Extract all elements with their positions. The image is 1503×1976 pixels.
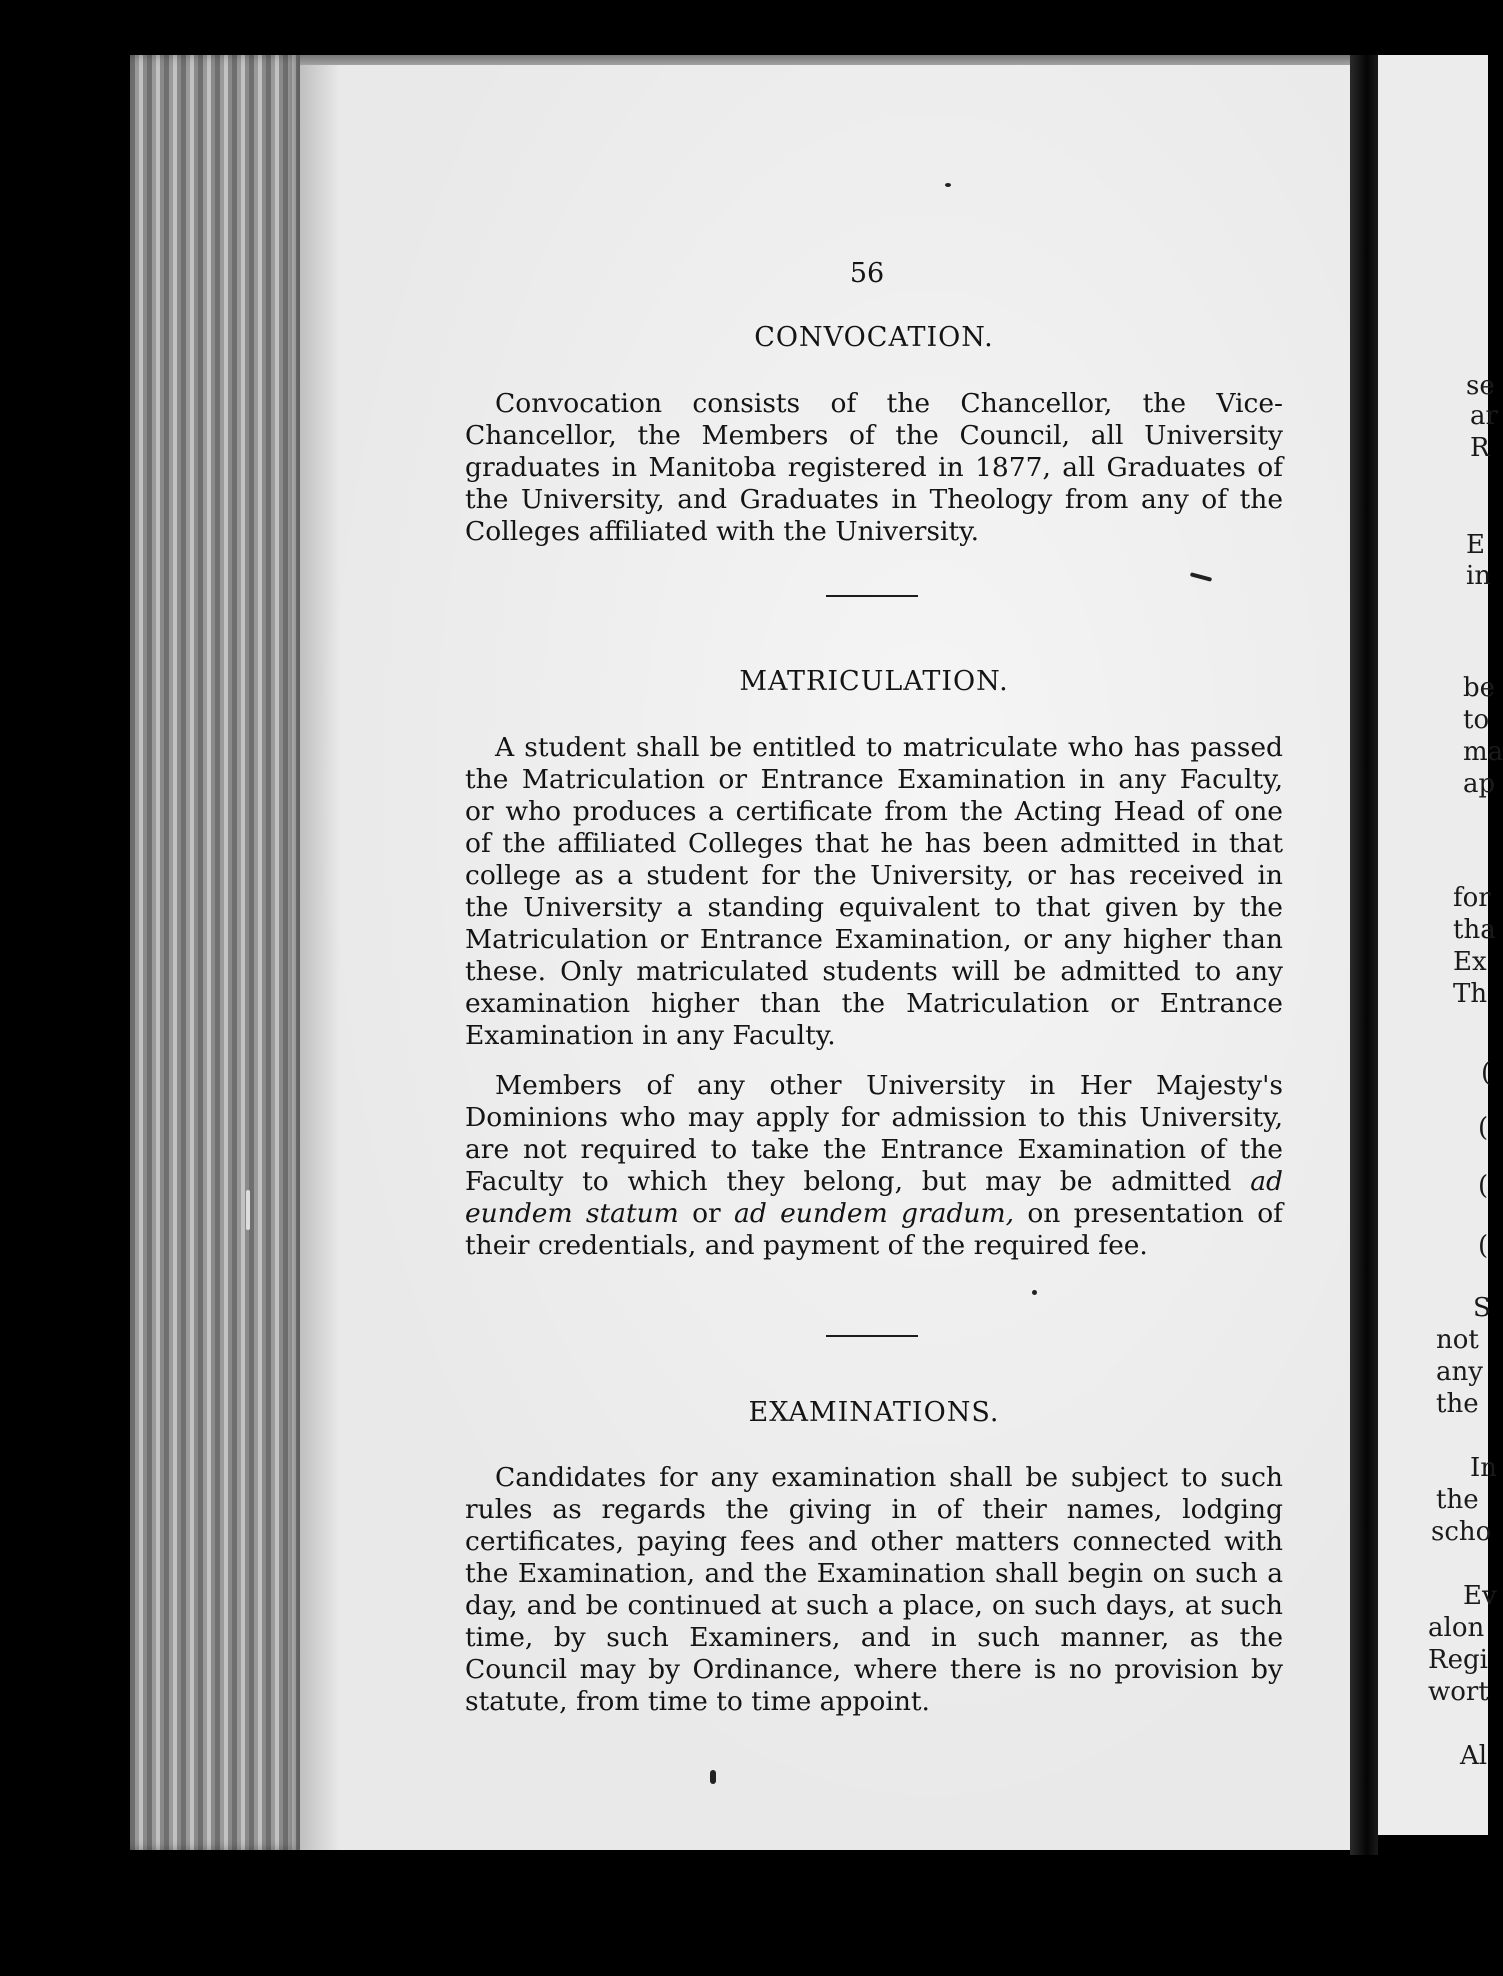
facing-fragment: ap	[1463, 769, 1496, 799]
facing-fragment: scho	[1431, 1517, 1492, 1547]
paragraph: A student shall be entitled to matriculate who has passed the Matriculation or Entrance Examination in any Faculty, or who produces a certificate from the Acting Head of one of the affiliated Colleges that he has been admitted in that college as a student for the University, or has received in the University a standing equivalent to that given by the Matriculation or Entrance Examination, or any higher than these. Only matriculated students will be admitted to any examination higher than the Matriculation or Entrance Examination in any Faculty.	[465, 732, 1283, 1051]
facing-fragment: the	[1436, 1485, 1479, 1515]
facing-fragment: S	[1473, 1293, 1491, 1323]
paragraph: Convocation consists of the Chancellor, the Vice-Chancellor, the Members of the Council, all University graduates in Manitoba registered in 1877, all Graduates of the University, and Graduates in Theology from any of the Colleges affiliated with the University.	[465, 388, 1283, 547]
convocation-body	[465, 388, 1283, 548]
section-divider	[826, 1335, 918, 1337]
facing-fragment: (	[1478, 1231, 1489, 1261]
facing-fragment: ar	[1470, 401, 1498, 431]
scan-speck	[945, 183, 951, 187]
section-divider	[826, 595, 918, 597]
facing-fragment: Ev	[1463, 1581, 1497, 1611]
facing-fragment: Th	[1453, 979, 1488, 1009]
facing-fragment: se	[1466, 371, 1495, 401]
latin-phrase: ad eundem gradum,	[734, 1198, 1015, 1229]
scan-speck	[246, 1190, 250, 1230]
text-span: Members of any other University in Her Majesty's Dominions who may apply for admission to this University, are not required to take the Entrance Examination of the Faculty to which they belong, but may be admitted	[465, 1070, 1283, 1197]
section-heading-examinations: EXAMINATIONS.	[748, 1397, 1000, 1428]
paragraph-members	[465, 1070, 1283, 1262]
facing-fragment: E	[1466, 530, 1485, 560]
scan-speck	[710, 1770, 716, 1784]
section-heading-matriculation: MATRICULATION.	[739, 666, 1009, 697]
page-number: 56	[849, 258, 885, 289]
facing-fragment: Ex	[1453, 947, 1487, 977]
facing-fragment: wort	[1428, 1677, 1489, 1707]
facing-page-fragment	[1378, 55, 1503, 1835]
examinations-body	[465, 1462, 1283, 1718]
facing-fragment: in	[1466, 561, 1492, 591]
facing-fragment: to	[1463, 705, 1490, 735]
paragraph: Candidates for any examination shall be subject to such rules as regards the giving in of their names, lodging certificates, paying fees and other matters connected with the Examination, and the Examination shall begin on such a day, and be continued at such a place, on such days, at such time, by such Examiners, and in such manner, as the Council may by Ordinance, where there is no provision by statute, from time to time appoint.	[465, 1462, 1283, 1717]
book-gutter	[1350, 55, 1378, 1855]
facing-fragment: (	[1478, 1113, 1489, 1143]
facing-fragment: the	[1436, 1389, 1479, 1419]
facing-fragment: (	[1478, 1171, 1489, 1201]
facing-fragment: for	[1453, 883, 1491, 913]
facing-fragment: be	[1463, 673, 1496, 703]
facing-fragment: not	[1436, 1325, 1479, 1355]
facing-fragment: Al	[1460, 1741, 1488, 1771]
facing-fragment: In	[1470, 1453, 1498, 1483]
facing-fragment: Regi	[1428, 1645, 1488, 1675]
text-span: on presentation of their credentials, and payment of the required fee.	[465, 1198, 1283, 1261]
matriculation-body	[465, 732, 1283, 1262]
latin-phrase: ad eundem statum	[465, 1166, 1283, 1229]
text-span: or	[678, 1198, 735, 1229]
facing-fragment: tha	[1453, 915, 1496, 945]
facing-fragment: (	[1481, 1058, 1492, 1088]
facing-fragment: any	[1436, 1357, 1483, 1387]
facing-fragment: R	[1470, 433, 1490, 463]
section-heading-convocation: CONVOCATION.	[754, 322, 994, 353]
facing-fragment: ma	[1463, 737, 1503, 767]
scan-speck	[1032, 1290, 1037, 1295]
stacked-page-edges	[130, 55, 300, 1850]
facing-fragment: alon	[1428, 1613, 1485, 1643]
